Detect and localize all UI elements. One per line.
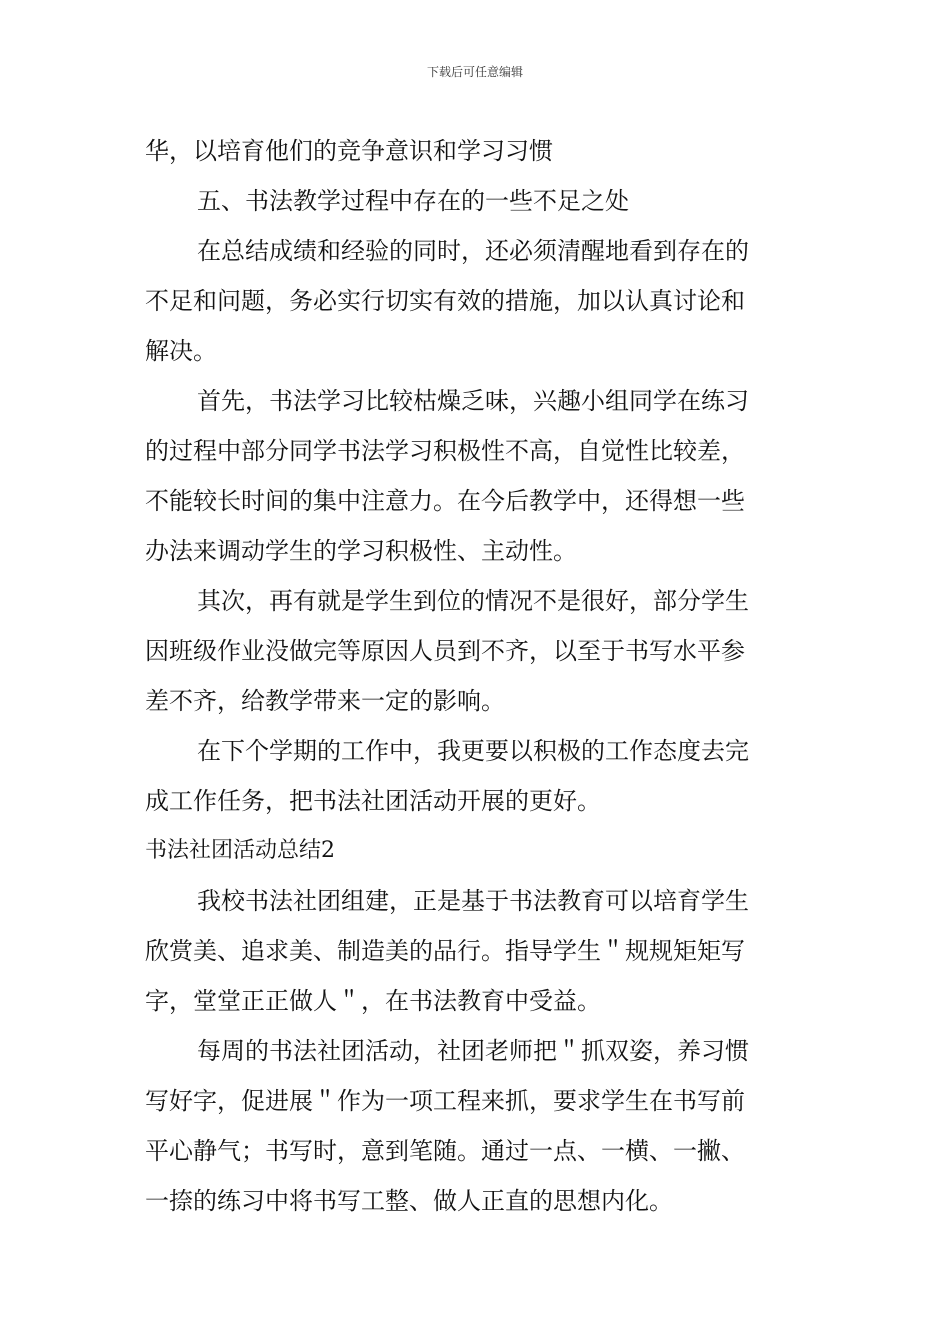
text-line: 每周的书法社团活动，社团老师把＂抓双姿，养习惯 (197, 1037, 749, 1065)
text-line: 平心静气；书写时，意到笔随。通过一点、一横、一撇、 (145, 1137, 745, 1165)
text-line: 欣赏美、追求美、制造美的品行。指导学生＂规规矩矩写 (145, 937, 745, 965)
text-line: 在总结成绩和经验的同时，还必须清醒地看到存在的 (197, 237, 749, 265)
text-line: 不能较长时间的集中注意力。在今后教学中，还得想一些 (145, 487, 745, 515)
page-header-note: 下载后可任意编辑 (426, 65, 523, 79)
document-body (145, 126, 805, 1226)
text-line: 解决。 (145, 337, 217, 365)
text-line: 成工作任务，把书法社团活动开展的更好。 (145, 787, 601, 815)
text-line: 在下个学期的工作中，我更要以积极的工作态度去完 (197, 737, 749, 765)
text-line: 首先，书法学习比较枯燥乏味，兴趣小组同学在练习 (197, 387, 749, 415)
text-line: 我校书法社团组建，正是基于书法教育可以培育学生 (197, 887, 749, 915)
text-line: 字，堂堂正正做人＂，在书法教育中受益。 (145, 987, 601, 1015)
text-line: 因班级作业没做完等原因人员到不齐，以至于书写水平参 (145, 637, 745, 665)
text-line: 其次，再有就是学生到位的情况不是很好，部分学生 (197, 587, 749, 615)
section-heading: 书法社团活动总结2 (145, 838, 335, 863)
text-line: 五、书法教学过程中存在的一些不足之处 (197, 187, 629, 215)
text-line: 写好字，促进展＂作为一项工程来抓，要求学生在书写前 (145, 1087, 745, 1115)
text-line: 的过程中部分同学书法学习积极性不高，自觉性比较差， (145, 437, 745, 465)
text-line: 一捺的练习中将书写工整、做人正直的思想内化。 (145, 1187, 673, 1215)
text-line: 差不齐，给教学带来一定的影响。 (145, 687, 505, 715)
text-line: 办法来调动学生的学习积极性、主动性。 (145, 537, 577, 565)
text-line: 华，以培育他们的竞争意识和学习习惯 (145, 137, 553, 165)
text-line: 不足和问题，务必实行切实有效的措施，加以认真讨论和 (145, 287, 745, 315)
